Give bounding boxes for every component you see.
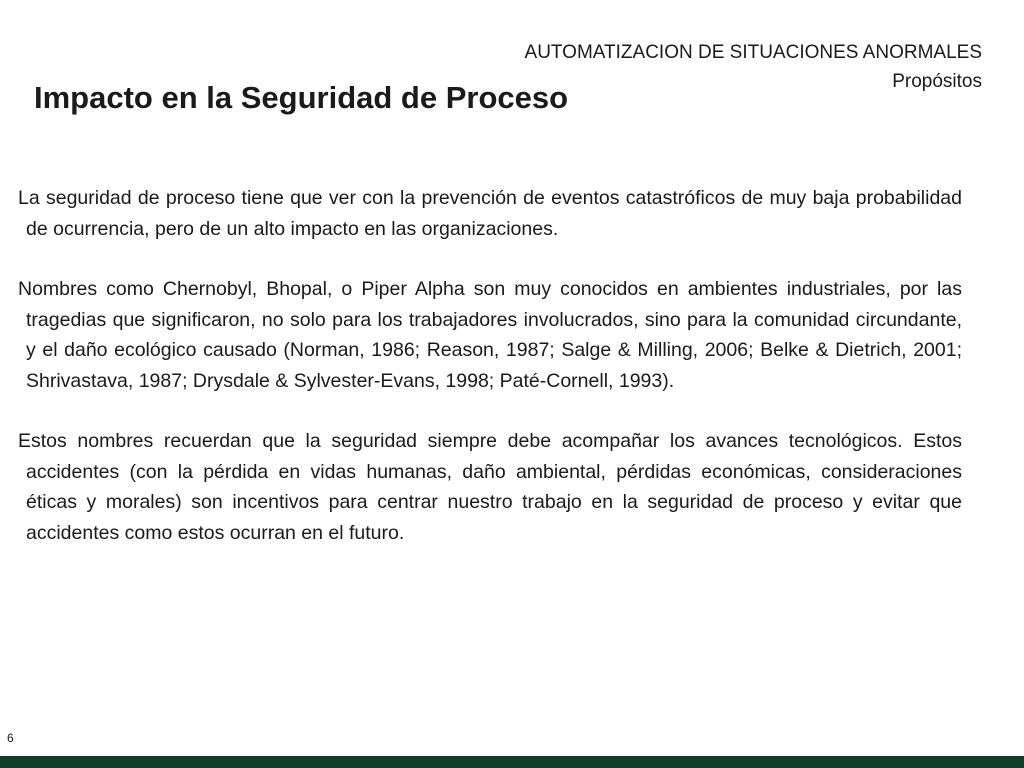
paragraph-known-disasters: Nombres como Chernobyl, Bhopal, o Piper Alpha son muy conocidos en ambientes industriales, por las tragedias que significaron, no solo para los trabajadores involucrados, sino para la comunidad circundante, y el daño ecológico causado (Norman, 1986; Reason, 1987; Salge & Milling, 2006; Belke & Dietrich, 2001; Shrivastava, 1987; Drysdale & Sylvester-Evans, 1998; Paté-Cornell, 1993). [18,278,962,392]
header-course-title: AUTOMATIZACION DE SITUACIONES ANORMALES [524,42,982,63]
body-text [18,183,962,548]
paragraph-safety-incentives: Estos nombres recuerdan que la seguridad siempre debe acompañar los avances tecnológicos. Estos accidentes (con la pérdida en vidas humanas, daño ambiental, pérdidas económicas, consideraciones éticas y morales) son incentivos para centrar nuestro trabajo en la seguridad de proceso y evitar que accidentes como estos ocurran en el futuro. [18,430,962,544]
header-block [525,38,982,96]
page-number: 6 [7,731,14,745]
header-section-label: Propósitos [892,71,982,92]
footer-bar [0,756,1024,768]
slide-title: Impacto en la Seguridad de Proceso [34,80,569,115]
paragraph-process-safety: La seguridad de proceso tiene que ver con la prevención de eventos catastróficos de muy baja probabilidad de ocurrencia, pero de un alto impacto en las organizaciones. [18,187,962,240]
